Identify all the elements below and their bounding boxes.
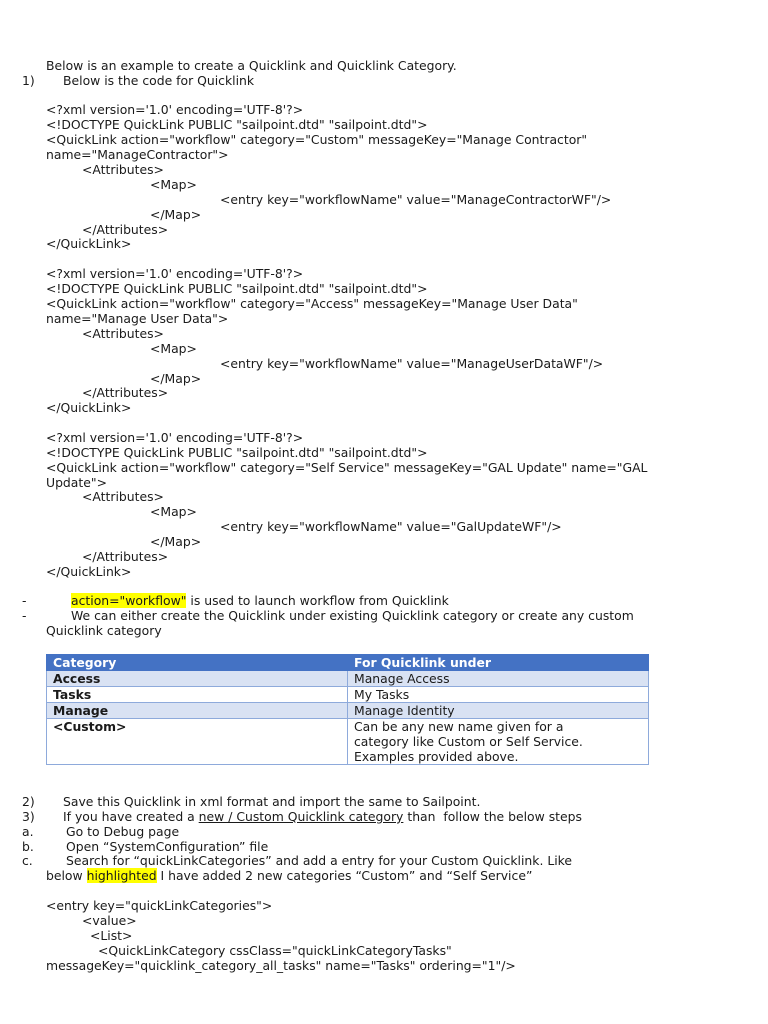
code-line: </Attributes> bbox=[82, 549, 169, 564]
code-line: </Map> bbox=[150, 534, 202, 549]
code-line: </QuickLink> bbox=[46, 400, 132, 415]
step-1-text: Below is the code for Quicklink bbox=[63, 73, 255, 88]
custom-category-link: new / Custom Quicklink category bbox=[198, 809, 404, 824]
quicklink-under-cell: Manage Access bbox=[348, 671, 649, 687]
quicklink-under-cell: My Tasks bbox=[348, 687, 649, 703]
code-line: name="Manage User Data"> bbox=[46, 311, 229, 326]
code-line: </Attributes> bbox=[82, 222, 169, 237]
table-row bbox=[47, 703, 649, 719]
step-2-number: 2) bbox=[22, 794, 35, 809]
table-row bbox=[47, 687, 649, 703]
category-cell: <Custom> bbox=[47, 719, 348, 765]
substep-c-text: Search for “quickLinkCategories” and add a entry for your Custom Quicklink. Like bbox=[66, 853, 573, 868]
step-3-number: 3) bbox=[22, 809, 35, 824]
intro-text: Below is an example to create a Quicklink and Quicklink Category. bbox=[46, 58, 457, 73]
step-1-number: 1) bbox=[22, 73, 35, 88]
code-line: </QuickLink> bbox=[46, 236, 132, 251]
code-line: </Attributes> bbox=[82, 385, 169, 400]
substep-b-text: Open “SystemConfiguration” file bbox=[66, 839, 269, 854]
code-line: </QuickLink> bbox=[46, 564, 132, 579]
cell-line: Can be any new name given for a bbox=[354, 719, 564, 734]
category-cell: Manage bbox=[47, 703, 348, 719]
code-line: <entry key="workflowName" value="GalUpdateWF"/> bbox=[220, 519, 562, 534]
bullet-marker: - bbox=[22, 608, 27, 623]
substep-a-number: a. bbox=[22, 824, 34, 839]
code-line: <entry key="quickLinkCategories"> bbox=[46, 898, 273, 913]
code-line: <QuickLinkCategory cssClass="quickLinkCategoryTasks" bbox=[98, 943, 452, 958]
bullet-2-line-2: Quicklink category bbox=[46, 623, 162, 638]
column-header-category: Category bbox=[47, 655, 348, 671]
table-row bbox=[47, 671, 649, 687]
quicklink-under-cell bbox=[348, 719, 649, 765]
bullet-1-text: is used to launch workflow from Quicklink bbox=[186, 593, 449, 608]
cell-line: category like Custom or Self Service. bbox=[354, 734, 583, 749]
code-line: <Attributes> bbox=[82, 489, 164, 504]
substep-c-pre: below bbox=[46, 868, 87, 883]
code-line: <?xml version='1.0' encoding='UTF-8'?> bbox=[46, 266, 304, 281]
category-cell: Tasks bbox=[47, 687, 348, 703]
highlighted-text: highlighted bbox=[86, 868, 157, 883]
code-line: name="ManageContractor"> bbox=[46, 147, 229, 162]
code-line: <!DOCTYPE QuickLink PUBLIC "sailpoint.dtd" "sailpoint.dtd"> bbox=[46, 117, 428, 132]
substep-b-number: b. bbox=[22, 839, 34, 854]
code-line: <List> bbox=[90, 928, 133, 943]
substep-c-continuation bbox=[46, 868, 532, 883]
table-header-row bbox=[47, 655, 649, 671]
code-line: </Map> bbox=[150, 371, 202, 386]
code-line: <entry key="workflowName" value="ManageContractorWF"/> bbox=[220, 192, 612, 207]
code-line: </Map> bbox=[150, 207, 202, 222]
code-line: <QuickLink action="workflow" category="Self Service" messageKey="GAL Update" name="GAL bbox=[46, 460, 648, 475]
substep-c-number: c. bbox=[22, 853, 33, 868]
bullet-marker: - bbox=[22, 593, 27, 608]
code-line: <Attributes> bbox=[82, 326, 164, 341]
code-line: <Attributes> bbox=[82, 162, 164, 177]
highlighted-text: action="workflow" bbox=[71, 593, 187, 608]
code-line: <?xml version='1.0' encoding='UTF-8'?> bbox=[46, 102, 304, 117]
bullet-2-line-1: We can either create the Quicklink under existing Quicklink category or create any custom bbox=[71, 608, 634, 623]
substep-a-text: Go to Debug page bbox=[66, 824, 180, 839]
code-line: <!DOCTYPE QuickLink PUBLIC "sailpoint.dtd" "sailpoint.dtd"> bbox=[46, 445, 428, 460]
column-header-for-quicklink-under: For Quicklink under bbox=[348, 655, 649, 671]
code-line: <Map> bbox=[150, 177, 197, 192]
category-cell: Access bbox=[47, 671, 348, 687]
step-3-text bbox=[63, 809, 582, 824]
code-line: <?xml version='1.0' encoding='UTF-8'?> bbox=[46, 430, 304, 445]
code-line: <entry key="workflowName" value="ManageUserDataWF"/> bbox=[220, 356, 604, 371]
quicklink-under-cell: Manage Identity bbox=[348, 703, 649, 719]
bullet-1 bbox=[71, 593, 449, 608]
code-line: <QuickLink action="workflow" category="Access" messageKey="Manage User Data" bbox=[46, 296, 578, 311]
code-line: Update"> bbox=[46, 475, 107, 490]
code-line: messageKey="quicklink_category_all_tasks" name="Tasks" ordering="1"/> bbox=[46, 958, 516, 973]
table-row bbox=[47, 719, 649, 765]
cell-line: Examples provided above. bbox=[354, 749, 519, 764]
code-line: <Map> bbox=[150, 504, 197, 519]
step-3-text-pre: If you have created a bbox=[63, 809, 199, 824]
code-line: <!DOCTYPE QuickLink PUBLIC "sailpoint.dtd" "sailpoint.dtd"> bbox=[46, 281, 428, 296]
code-line: <value> bbox=[82, 913, 137, 928]
code-line: <QuickLink action="workflow" category="Custom" messageKey="Manage Contractor" bbox=[46, 132, 588, 147]
category-table bbox=[46, 654, 649, 765]
step-2-text: Save this Quicklink in xml format and import the same to Sailpoint. bbox=[63, 794, 481, 809]
substep-c-post: I have added 2 new categories “Custom” and “Self Service” bbox=[156, 868, 533, 883]
code-line: <Map> bbox=[150, 341, 197, 356]
step-3-text-post: than follow the below steps bbox=[403, 809, 582, 824]
